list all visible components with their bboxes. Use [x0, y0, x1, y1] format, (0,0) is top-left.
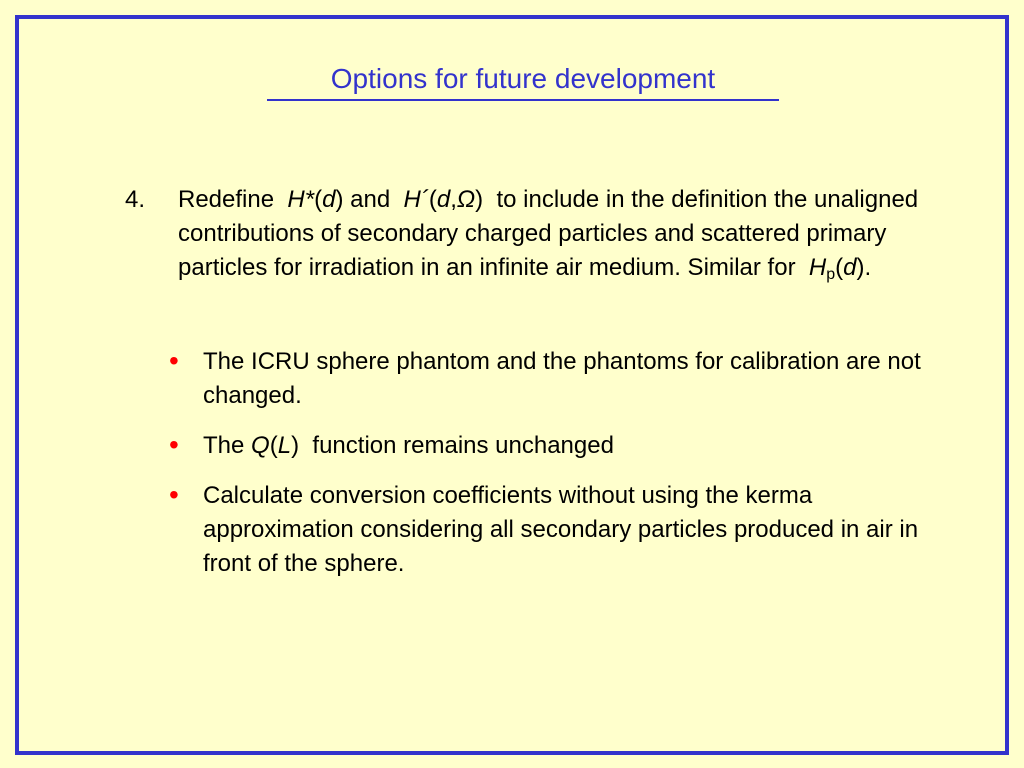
d-symbol: d — [322, 186, 336, 213]
paren-close-4: ) — [291, 432, 300, 459]
slide-title: Options for future development — [330, 63, 716, 94]
paren-close: ) — [335, 186, 344, 213]
item-number: 4. — [125, 186, 146, 213]
l-symbol: L — [277, 432, 292, 459]
h-star-symbol: H* — [287, 186, 315, 213]
slide — [15, 15, 1009, 755]
paren-open-2: ( — [428, 186, 437, 213]
bullet-item — [169, 345, 969, 413]
h-prime-symbol: H´ — [403, 186, 429, 213]
bullet-text: Calculate conversion coefficients without using the kerma approximation considering all secondary particles produced in air in front of the sphere. — [203, 482, 919, 577]
bullet-post: function remains unchanged — [312, 432, 614, 459]
bullet-list — [169, 345, 969, 597]
item-redefine: Redefine — [178, 186, 275, 213]
item-text — [178, 183, 958, 292]
bullet-item — [169, 429, 969, 463]
paren-open: ( — [314, 186, 323, 213]
bullet-dot-icon: • — [169, 479, 179, 510]
bullet-dot-icon: • — [169, 345, 179, 376]
p-subscript: p — [826, 266, 836, 283]
item-end: ). — [856, 254, 872, 281]
d-symbol-3: d — [843, 254, 857, 281]
bullet-item — [169, 479, 969, 581]
bullet-text — [203, 429, 969, 463]
bullet-text: The ICRU sphere phantom and the phantoms for calibration are not changed. — [203, 348, 921, 409]
h-p-symbol: H — [808, 254, 827, 281]
q-symbol: Q — [251, 432, 270, 459]
comma: , — [450, 186, 457, 213]
item-and: and — [350, 186, 391, 213]
bullet-dot-icon: • — [169, 429, 179, 460]
paren-open-4: ( — [269, 432, 278, 459]
paren-open-3: ( — [835, 254, 844, 281]
bullet-pre: The — [203, 432, 245, 459]
d-symbol-2: d — [436, 186, 451, 213]
paren-close-2: ) — [475, 186, 484, 213]
title-underline — [267, 99, 779, 101]
omega-symbol: Ω — [456, 186, 476, 213]
item-body: to include in the definition the unaligned contributions of secondary charged particles and scattered primary particles for irradiation in an infinite air medium. Similar for — [178, 186, 919, 281]
